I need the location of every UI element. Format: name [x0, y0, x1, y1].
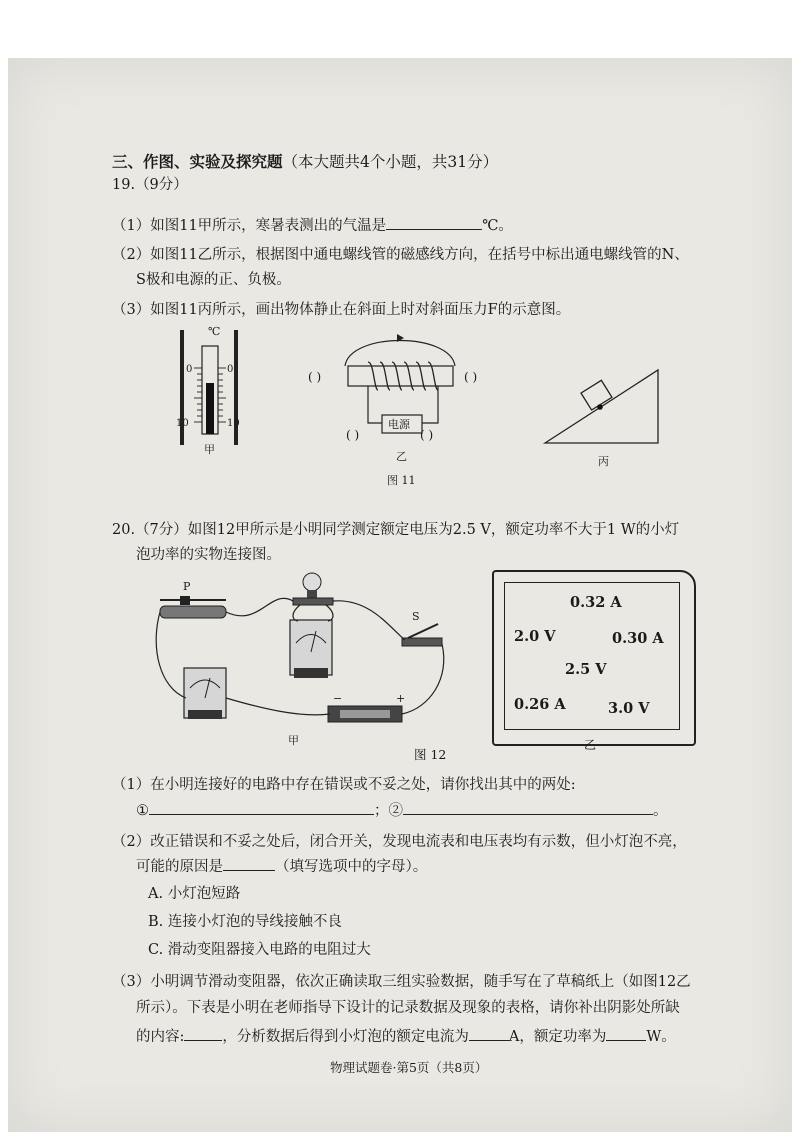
bulb-glass	[303, 573, 321, 591]
thermometer-liquid	[206, 383, 214, 434]
q20-p2-blank[interactable]	[223, 856, 275, 871]
answer-end-mark: 。	[653, 803, 668, 819]
q20-part2-line2	[136, 856, 427, 877]
tick-left-10: 10	[176, 418, 189, 429]
q20-p2-hint: （填写选项中的字母）。	[275, 859, 428, 875]
switch	[402, 624, 442, 646]
q20-p3-blank-2[interactable]	[469, 1026, 509, 1041]
block-on-incline	[581, 380, 612, 410]
q20-part1-answers	[136, 800, 668, 821]
tick-right-10: 10	[227, 418, 240, 429]
rheostat-coil	[160, 606, 226, 618]
q20-p3-text-b: ，分析数据后得到小灯泡的额定电流为	[222, 1029, 469, 1045]
bulb	[293, 573, 333, 605]
q19-number: 19.	[112, 177, 136, 193]
battery-minus: −	[333, 692, 343, 705]
figure-12-caption: 图 12	[414, 747, 447, 762]
label-yi-12: 乙	[584, 738, 597, 752]
field-line-top	[345, 341, 455, 367]
bulb-socket	[307, 590, 317, 598]
incline-figure	[545, 370, 658, 468]
q19-p1-blank[interactable]	[386, 215, 482, 230]
q19-header	[112, 175, 188, 195]
figure-11-caption: 图 11	[387, 474, 416, 487]
battery	[328, 706, 402, 722]
thermometer-unit: ℃	[208, 325, 221, 338]
q20-p3-blank-3[interactable]	[606, 1026, 646, 1041]
option-b: B. 连接小灯泡的导线接触不良	[148, 914, 342, 930]
tick-left-0: 0	[186, 364, 193, 375]
q20-part3-line2: 所示）。下表是小明在老师指导下设计的记录数据及现象的表格，请你补出阴影处所缺	[136, 1000, 680, 1016]
rheostat	[160, 596, 226, 618]
answer-marker-2: ；②	[374, 803, 403, 819]
q20-part3-line1: （3）小明调节滑动变阻器，依次正确读取三组实验数据，随手写在了草稿纸上（如图12乙	[112, 974, 691, 990]
power-right-paren: ( )	[420, 428, 434, 442]
section-title: 三、作图、实验及探究题	[112, 152, 283, 171]
q19-score: （9分）	[135, 177, 188, 193]
rheostat-slider	[180, 596, 190, 605]
note-value-2: 2.0 V	[514, 628, 556, 645]
ammeter	[184, 668, 226, 719]
figure-12-circuit	[150, 568, 480, 748]
option-c: C. 滑动变阻器接入电路的电阻过大	[148, 942, 371, 958]
rheostat-label-p: P	[183, 580, 191, 593]
block-center-point	[597, 404, 603, 410]
q20-line2: 泡功率的实物连接图。	[136, 547, 281, 563]
note-value-1: 0.32 A	[570, 594, 622, 611]
label-bing-11: 丙	[598, 455, 609, 468]
q20-p2-text: 可能的原因是	[136, 859, 223, 875]
q20-part1: （1）在小明连接好的电路中存在错误或不妥之处，请你找出其中的两处:	[112, 777, 576, 793]
note-value-6: 3.0 V	[608, 700, 650, 717]
thermometer-figure	[176, 325, 240, 456]
q19-p1-unit: ℃。	[482, 218, 513, 234]
switch-label-s: S	[412, 610, 420, 623]
answer-marker-1: ①	[136, 803, 149, 819]
voltmeter	[290, 620, 332, 678]
page-footer: 物理试题卷·第5页（共8页）	[330, 1060, 488, 1075]
label-yi-11: 乙	[396, 450, 407, 463]
label-jia-11: 甲	[204, 443, 215, 456]
q19-part1	[112, 215, 513, 236]
note-value-3: 0.30 A	[612, 630, 664, 647]
q20-p3-text-d: W。	[646, 1029, 676, 1045]
q19-part2-line2: S极和电源的正、负极。	[136, 272, 291, 288]
solenoid-right-paren: ( )	[464, 370, 478, 384]
q20-part2-line1: （2）改正错误和不妥之处后，闭合开关，发现电流表和电压表均有示数，但小灯泡不亮，	[112, 834, 687, 850]
q20-p3-text-a: 的内容:	[136, 1029, 185, 1045]
solenoid-left-paren: ( )	[308, 370, 322, 384]
battery-plus: +	[396, 692, 406, 705]
q20-p3-text-c: A，额定功率为	[508, 1029, 607, 1045]
note-value-4: 2.5 V	[565, 661, 607, 678]
solenoid-core	[348, 366, 453, 386]
note-value-5: 0.26 A	[514, 696, 566, 713]
q20-line1	[112, 520, 679, 540]
q19-part3: （3）如图11丙所示，画出物体静止在斜面上时对斜面压力F的示意图。	[112, 302, 571, 318]
section-heading	[112, 152, 498, 172]
tick-right-0: 0	[227, 364, 234, 375]
q20-p3-blank-1[interactable]	[184, 1026, 222, 1041]
section-note: （本大题共4个小题，共31分）	[282, 153, 499, 171]
power-left-paren: ( )	[346, 428, 360, 442]
bulb-base	[293, 598, 333, 605]
power-supply-label: 电源	[388, 418, 410, 431]
q20-stem: （7分）如图12甲所示是小明同学测定额定电压为2.5 V，额定功率不大于1 W的小灯	[135, 522, 680, 538]
figure-11	[150, 318, 710, 493]
solenoid-figure	[308, 334, 477, 487]
wire-right	[422, 386, 438, 423]
q19-p1-text: （1）如图11甲所示，寒暑表测出的气温是	[112, 218, 387, 234]
option-a: A. 小灯泡短路	[148, 886, 241, 902]
q19-part2-line1: （2）如图11乙所示，根据图中通电螺线管的磁感线方向，在括号中标出通电螺线管的N、	[112, 247, 689, 263]
wire-left	[368, 386, 382, 423]
label-jia-12: 甲	[288, 734, 299, 747]
answer-blank-1[interactable]	[149, 800, 374, 815]
q20-number: 20.	[112, 522, 136, 538]
answer-blank-2[interactable]	[403, 800, 653, 815]
q20-part3-line3	[136, 1026, 676, 1047]
